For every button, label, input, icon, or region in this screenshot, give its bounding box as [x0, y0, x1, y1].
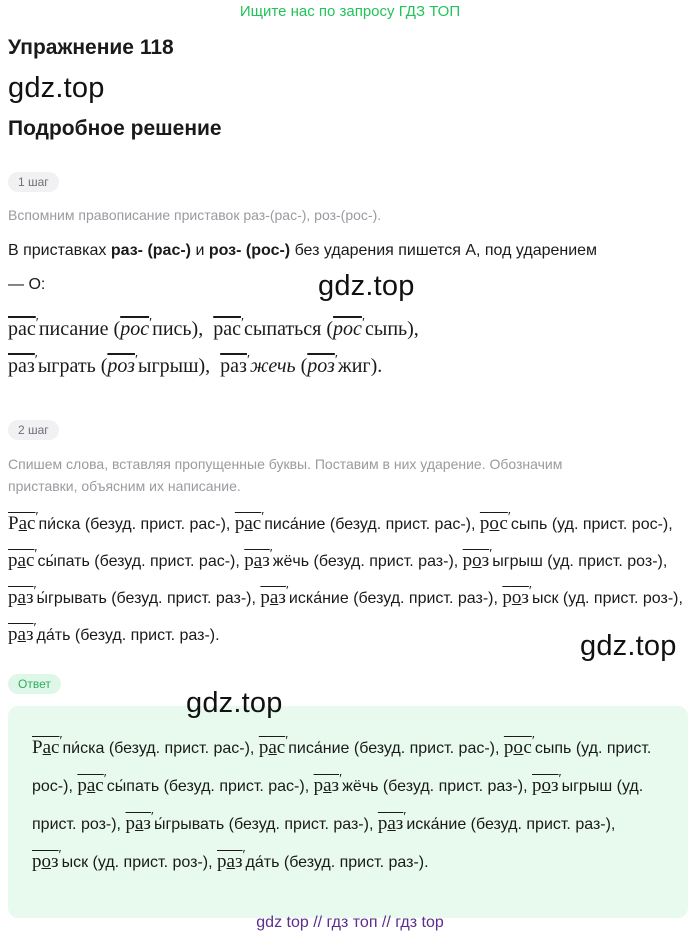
prefix-note: (безуд. прист. раз-).: [70, 627, 220, 644]
example-word: ыграть: [37, 355, 96, 377]
solution-word: [260, 584, 503, 608]
solution-word: [217, 848, 429, 872]
prefix-note: (безуд. прист. раз-),: [309, 553, 463, 570]
rule-part: — О:: [8, 276, 46, 293]
prefix-vowel: о: [489, 513, 500, 534]
prefix-mark: ′: [507, 510, 511, 525]
word-rest: иска́ние: [288, 590, 349, 607]
prefix-vowel: о: [541, 775, 552, 796]
prefix-mark: ′: [528, 584, 532, 599]
solution-word: [313, 772, 533, 796]
example-word: жечь: [250, 355, 296, 377]
answer-text: [32, 730, 672, 882]
prefix-example: раз: [8, 355, 35, 377]
prefix-vowel: а: [268, 737, 277, 758]
solution-word: [479, 510, 673, 534]
prefix-marked: раз: [125, 813, 151, 834]
prefix-note: (безуд. прист. раз-),: [348, 590, 503, 607]
prefix-vowel: а: [42, 737, 52, 758]
top-banner[interactable]: Ищите нас по запросу ГДЗ ТОП: [239, 3, 461, 20]
prefix-marked: рас: [234, 513, 262, 534]
prefix-mark: ′: [33, 584, 37, 599]
prefix-vowel: а: [387, 813, 396, 834]
word-rest: ы́грывать: [36, 590, 107, 607]
prefix-marked: роз: [32, 851, 59, 872]
solution-word: [462, 547, 668, 571]
prefix-mark: ′: [403, 810, 407, 825]
prefix-marked: Рас: [8, 513, 36, 534]
prefix-example: рос: [120, 318, 150, 340]
prefix-example: роз: [107, 355, 135, 377]
word-rest: сы́пать: [37, 553, 90, 570]
prefix-note: (безуд. прист. рас-),: [89, 553, 245, 570]
prefix-example: рас: [213, 318, 241, 340]
prefix-marked: рос: [479, 513, 508, 534]
prefix-mark: ′: [242, 848, 246, 863]
prefix-mark: ′: [339, 772, 343, 787]
rule-prefix-raz: раз- (рас-): [110, 242, 192, 259]
word-rest: ыгрыш: [561, 778, 613, 795]
prefix-note: (уд. прист. роз-),: [558, 590, 683, 607]
hint-line: Спишем слова, вставляя пропущенные буквы. Поставим в них ударение. Обозначим: [8, 456, 563, 472]
hint-line: приставки, объясним их написание.: [8, 478, 241, 494]
word-rest: писа́ние: [264, 516, 326, 533]
prefix-note: (уд. прист. роз-),: [542, 553, 668, 570]
exercise-title: Упражнение 118: [8, 36, 174, 59]
prefix-mark: ′: [150, 810, 154, 825]
prefix-note: (уд. прист. рос-),: [32, 740, 652, 795]
rule-part: без ударения пишется А, под ударением: [290, 242, 598, 259]
prefix-note: (уд. прист. роз-),: [88, 854, 217, 871]
prefix-vowel: а: [323, 775, 332, 796]
rule-part: В приставках: [8, 242, 111, 259]
prefix-vowel: а: [226, 851, 235, 872]
word-rest: сыпь: [510, 516, 548, 533]
solution-word: [502, 584, 683, 608]
prefix-mark: ′: [58, 848, 62, 863]
prefix-mark: ′: [103, 772, 107, 787]
example-word: жиг: [337, 355, 371, 377]
word-rest: сы́пать: [106, 778, 160, 795]
solution-word: [8, 510, 235, 534]
solution-word: [258, 734, 504, 758]
prefix-mark: ′: [59, 734, 63, 749]
prefix-marked: рас: [258, 737, 286, 758]
step-1-badge: 1 шаг: [8, 172, 59, 192]
prefix-note: (безуд. прист. раз-),: [378, 778, 533, 795]
word-rest: ыск: [531, 590, 559, 607]
step-1-hint: Вспомним правописание приставок раз-(рас-), роз-(рос-).: [8, 207, 382, 223]
word-rest: ы́грывать: [153, 816, 225, 833]
prefix-mark: ′: [531, 734, 535, 749]
examples-line-1: рас′писание (рос′пись), рас′сыпаться (рос′сыпь),: [8, 316, 419, 340]
prefix-marked: рас: [77, 775, 104, 796]
word-rest: иска́ние: [406, 816, 467, 833]
word-rest: пи́ска: [38, 516, 81, 533]
prefix-vowel: а: [17, 624, 26, 645]
prefix-note: (уд. прист. рос-),: [547, 516, 673, 533]
prefix-vowel: а: [244, 513, 253, 534]
prefix-marked: раз: [8, 587, 34, 608]
prefix-example: рос: [333, 318, 362, 340]
prefix-marked: раз: [244, 550, 270, 571]
solution-word: [8, 621, 220, 645]
word-rest: ыск: [61, 854, 89, 871]
prefix-mark: ′: [489, 547, 493, 562]
prefix-note: (безуд. прист. рас-),: [159, 778, 314, 795]
solution-word: [32, 734, 259, 758]
prefix-marked: рас: [8, 550, 35, 571]
watermark-logo: gdz.top: [318, 270, 415, 302]
prefix-note: (уд. прист. роз-),: [32, 778, 644, 833]
solution-word: [234, 510, 480, 534]
prefix-marked: раз: [313, 775, 340, 796]
prefix-mark: ′: [285, 734, 289, 749]
prefix-vowel: а: [86, 775, 96, 796]
prefix-note: (безуд. прист. раз-),: [106, 590, 261, 607]
word-rest: ыгрыш: [492, 553, 543, 570]
prefix-marked: роз: [532, 775, 559, 796]
answer-badge: Ответ: [8, 674, 61, 694]
prefix-example: роз: [307, 355, 335, 377]
prefix-mark: ′: [35, 510, 39, 525]
prefix-mark: ′: [285, 584, 289, 599]
prefix-marked: роз: [502, 587, 529, 608]
rule-part: и: [191, 242, 209, 259]
prefix-marked: раз: [217, 851, 243, 872]
step-2-badge: 2 шаг: [8, 420, 59, 440]
examples-line-2: раз′ыграть (роз′ыгрыш), раз′жечь (роз′жиг).: [8, 353, 383, 377]
prefix-mark: ′: [34, 547, 38, 562]
solution-word: [125, 810, 378, 834]
step-2-hint: [8, 453, 698, 497]
prefix-note: (безуд. прист. раз-).: [279, 854, 429, 871]
prefix-mark: ′: [33, 621, 37, 636]
prefix-vowel: а: [134, 813, 144, 834]
rule-prefix-roz: роз- (рос-): [208, 242, 291, 259]
prefix-mark: ′: [269, 547, 273, 562]
prefix-vowel: а: [17, 587, 26, 608]
prefix-mark: ′: [261, 510, 265, 525]
watermark-logo: gdz.top: [186, 687, 283, 719]
prefix-marked: роз: [462, 550, 490, 571]
solution-word: [32, 848, 217, 872]
prefix-note: (безуд. прист. рас-),: [80, 516, 235, 533]
example-word: сыпаться: [244, 318, 322, 340]
prefix-note: (безуд. прист. рас-),: [104, 740, 259, 757]
prefix-marked: Рас: [32, 737, 60, 758]
solution-heading: Подробное решение: [8, 117, 222, 140]
word-rest: жёчь: [272, 553, 310, 570]
watermark-logo: gdz.top: [580, 630, 677, 662]
example-word: сыпь: [365, 318, 408, 340]
solution-word: [77, 772, 314, 796]
word-rest: писа́ние: [288, 740, 350, 757]
word-rest: жёчь: [342, 778, 379, 795]
prefix-note: (безуд. прист. раз-),: [466, 816, 616, 833]
footer-links[interactable]: gdz top // гдз топ // гдз top: [256, 914, 444, 931]
example-word: пись: [152, 318, 192, 340]
prefix-marked: раз: [377, 813, 404, 834]
prefix-marked: рос: [503, 737, 532, 758]
word-rest: пи́ска: [62, 740, 105, 757]
watermark-logo: gdz.top: [8, 72, 105, 104]
solution-word: [377, 810, 616, 834]
prefix-example: раз: [220, 355, 247, 377]
prefix-note: (безуд. прист. рас-),: [349, 740, 504, 757]
prefix-note: (безуд. прист. рас-),: [325, 516, 480, 533]
solution-word: [8, 547, 245, 571]
solution-word: [244, 547, 463, 571]
prefix-vowel: о: [513, 737, 524, 758]
prefix-vowel: о: [41, 851, 51, 872]
prefix-note: (безуд. прист. раз-),: [224, 816, 378, 833]
prefix-vowel: а: [269, 587, 279, 608]
example-word: ыгрыш: [138, 355, 199, 377]
word-rest: сыпь: [534, 740, 572, 757]
prefix-vowel: о: [511, 587, 522, 608]
word-rest: да́ть: [36, 627, 71, 644]
solution-word: [8, 584, 261, 608]
prefix-marked: раз: [260, 587, 286, 608]
prefix-vowel: а: [17, 550, 26, 571]
word-rest: да́ть: [245, 854, 280, 871]
example-word: писание: [38, 318, 109, 340]
prefix-example: рас: [8, 318, 36, 340]
prefix-mark: ′: [558, 772, 562, 787]
prefix-vowel: а: [253, 550, 263, 571]
prefix-vowel: о: [472, 550, 482, 571]
prefix-vowel: а: [18, 513, 28, 534]
prefix-marked: раз: [8, 624, 34, 645]
